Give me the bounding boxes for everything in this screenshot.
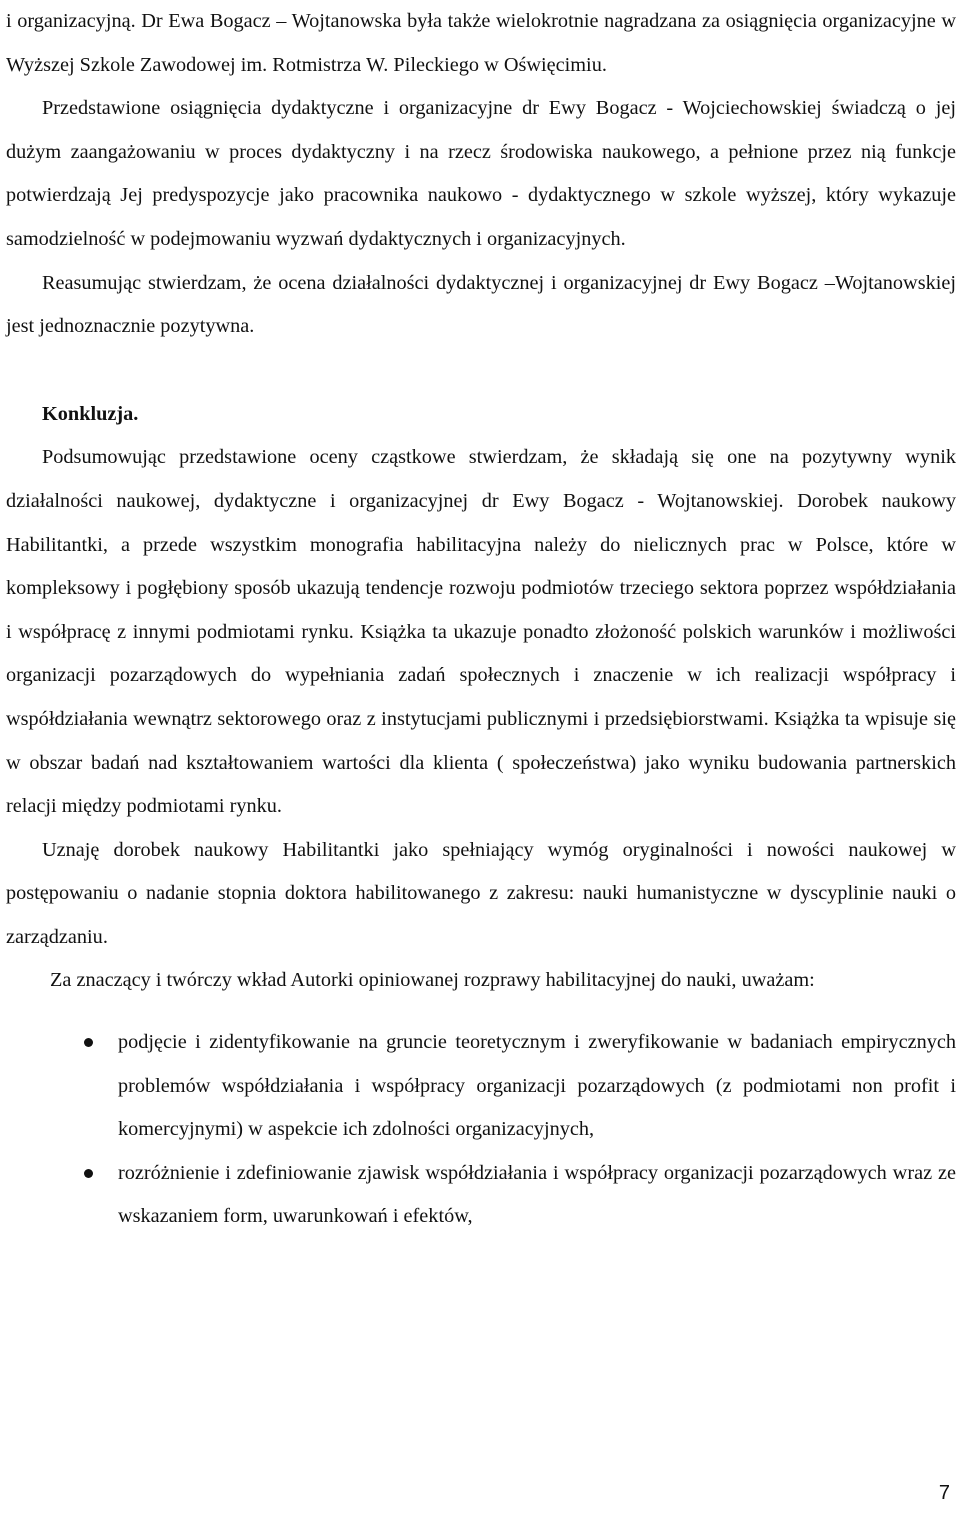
paragraph-continuation: i organizacyjną. Dr Ewa Bogacz – Wojtanowska była także wielokrotnie nagradzana za osiągnięcia organizacyjne w Wyższej Szkole Zawodowej im. Rotmistrza W. Pileckiego w Oświęcimiu. <box>6 10 956 76</box>
section-heading-conclusion: Konkluzja. <box>42 402 139 425</box>
document-page <box>6 0 956 1239</box>
list-item <box>6 1021 956 1152</box>
paragraph-teaching-achievements: Przedstawione osiągnięcia dydaktyczne i organizacyjne dr Ewy Bogacz - Wojciechowskiej świadczą o jej dużym zaangażowaniu w proces dydaktyczny i na rzecz środowiska naukowego, a pełnione przez nią funkcje potwierdzają Jej predyspozycje jako pracownika naukowo - dydaktycznego w szkole wyższej, który wykazuje samodzielność w podejmowaniu wyzwań dydaktycznych i organizacyjnych. <box>6 97 956 250</box>
bullet-icon <box>84 1038 93 1047</box>
list-item-text: rozróżnienie i zdefiniowanie zjawisk współdziałania i współpracy organizacji pozarządowych wraz ze wskazaniem form, uwarunkowań i efektów, <box>118 1161 956 1228</box>
list-item-text: podjęcie i zidentyfikowanie na gruncie teoretycznym i zweryfikowanie w badaniach empirycznych problemów współdziałania i współpracy organizacji pozarządowych (z podmiotami non profit i komercyjnymi) w aspekcie ich zdolności organizacyjnych, <box>118 1031 956 1141</box>
paragraph-contribution-intro: Za znaczący i twórczy wkład Autorki opiniowanej rozprawy habilitacyjnej do nauki, uważam: <box>50 969 815 992</box>
bullet-icon <box>84 1169 93 1178</box>
contribution-list <box>6 1021 956 1239</box>
page-number: 7 <box>938 1482 950 1504</box>
list-item <box>6 1152 956 1239</box>
paragraph-conclusion: Podsumowując przedstawione oceny cząstkowe stwierdzam, że składają się one na pozytywny wynik działalności naukowej, dydaktyczne i organizacyjnej dr Ewy Bogacz - Wojtanowskiej. Dorobek naukowy Habilitantki, a przede wszystkim monografia habilitacyjna należy do nielicznych prac w Polsce, które w kompleksowy i pogłębiony sposób ukazują tendencje rozwoju podmiotów trzeciego sektora poprzez współdziałania i współpracę z innymi podmiotami rynku. Książka ta ukazuje ponadto złożoność polskich warunków i możliwości organizacji pozarządowych do wypełniania zadań społecznych i znaczenie w ich realizacji współpracy i współdziałania wewnątrz sektorowego oraz z instytucjami publicznymi i przedsiębiorstwami. Książka ta wpisuje się w obszar badań nad kształtowaniem wartości dla klienta ( społeczeństwa) jako wyniku budowania partnerskich relacji między podmiotami rynku. <box>6 446 956 818</box>
paragraph-recognition: Uznaję dorobek naukowy Habilitantki jako spełniający wymóg oryginalności i nowości naukowej w postępowaniu o nadanie stopnia doktora habilitowanego z zakresu: nauki humanistyczne w dyscyplinie nauki o zarządzaniu. <box>6 838 956 948</box>
paragraph-summary-assessment: Reasumując stwierdzam, że ocena działalności dydaktycznej i organizacyjnej dr Ewy Bogacz –Wojtanowskiej jest jednoznacznie pozytywna. <box>6 271 956 338</box>
